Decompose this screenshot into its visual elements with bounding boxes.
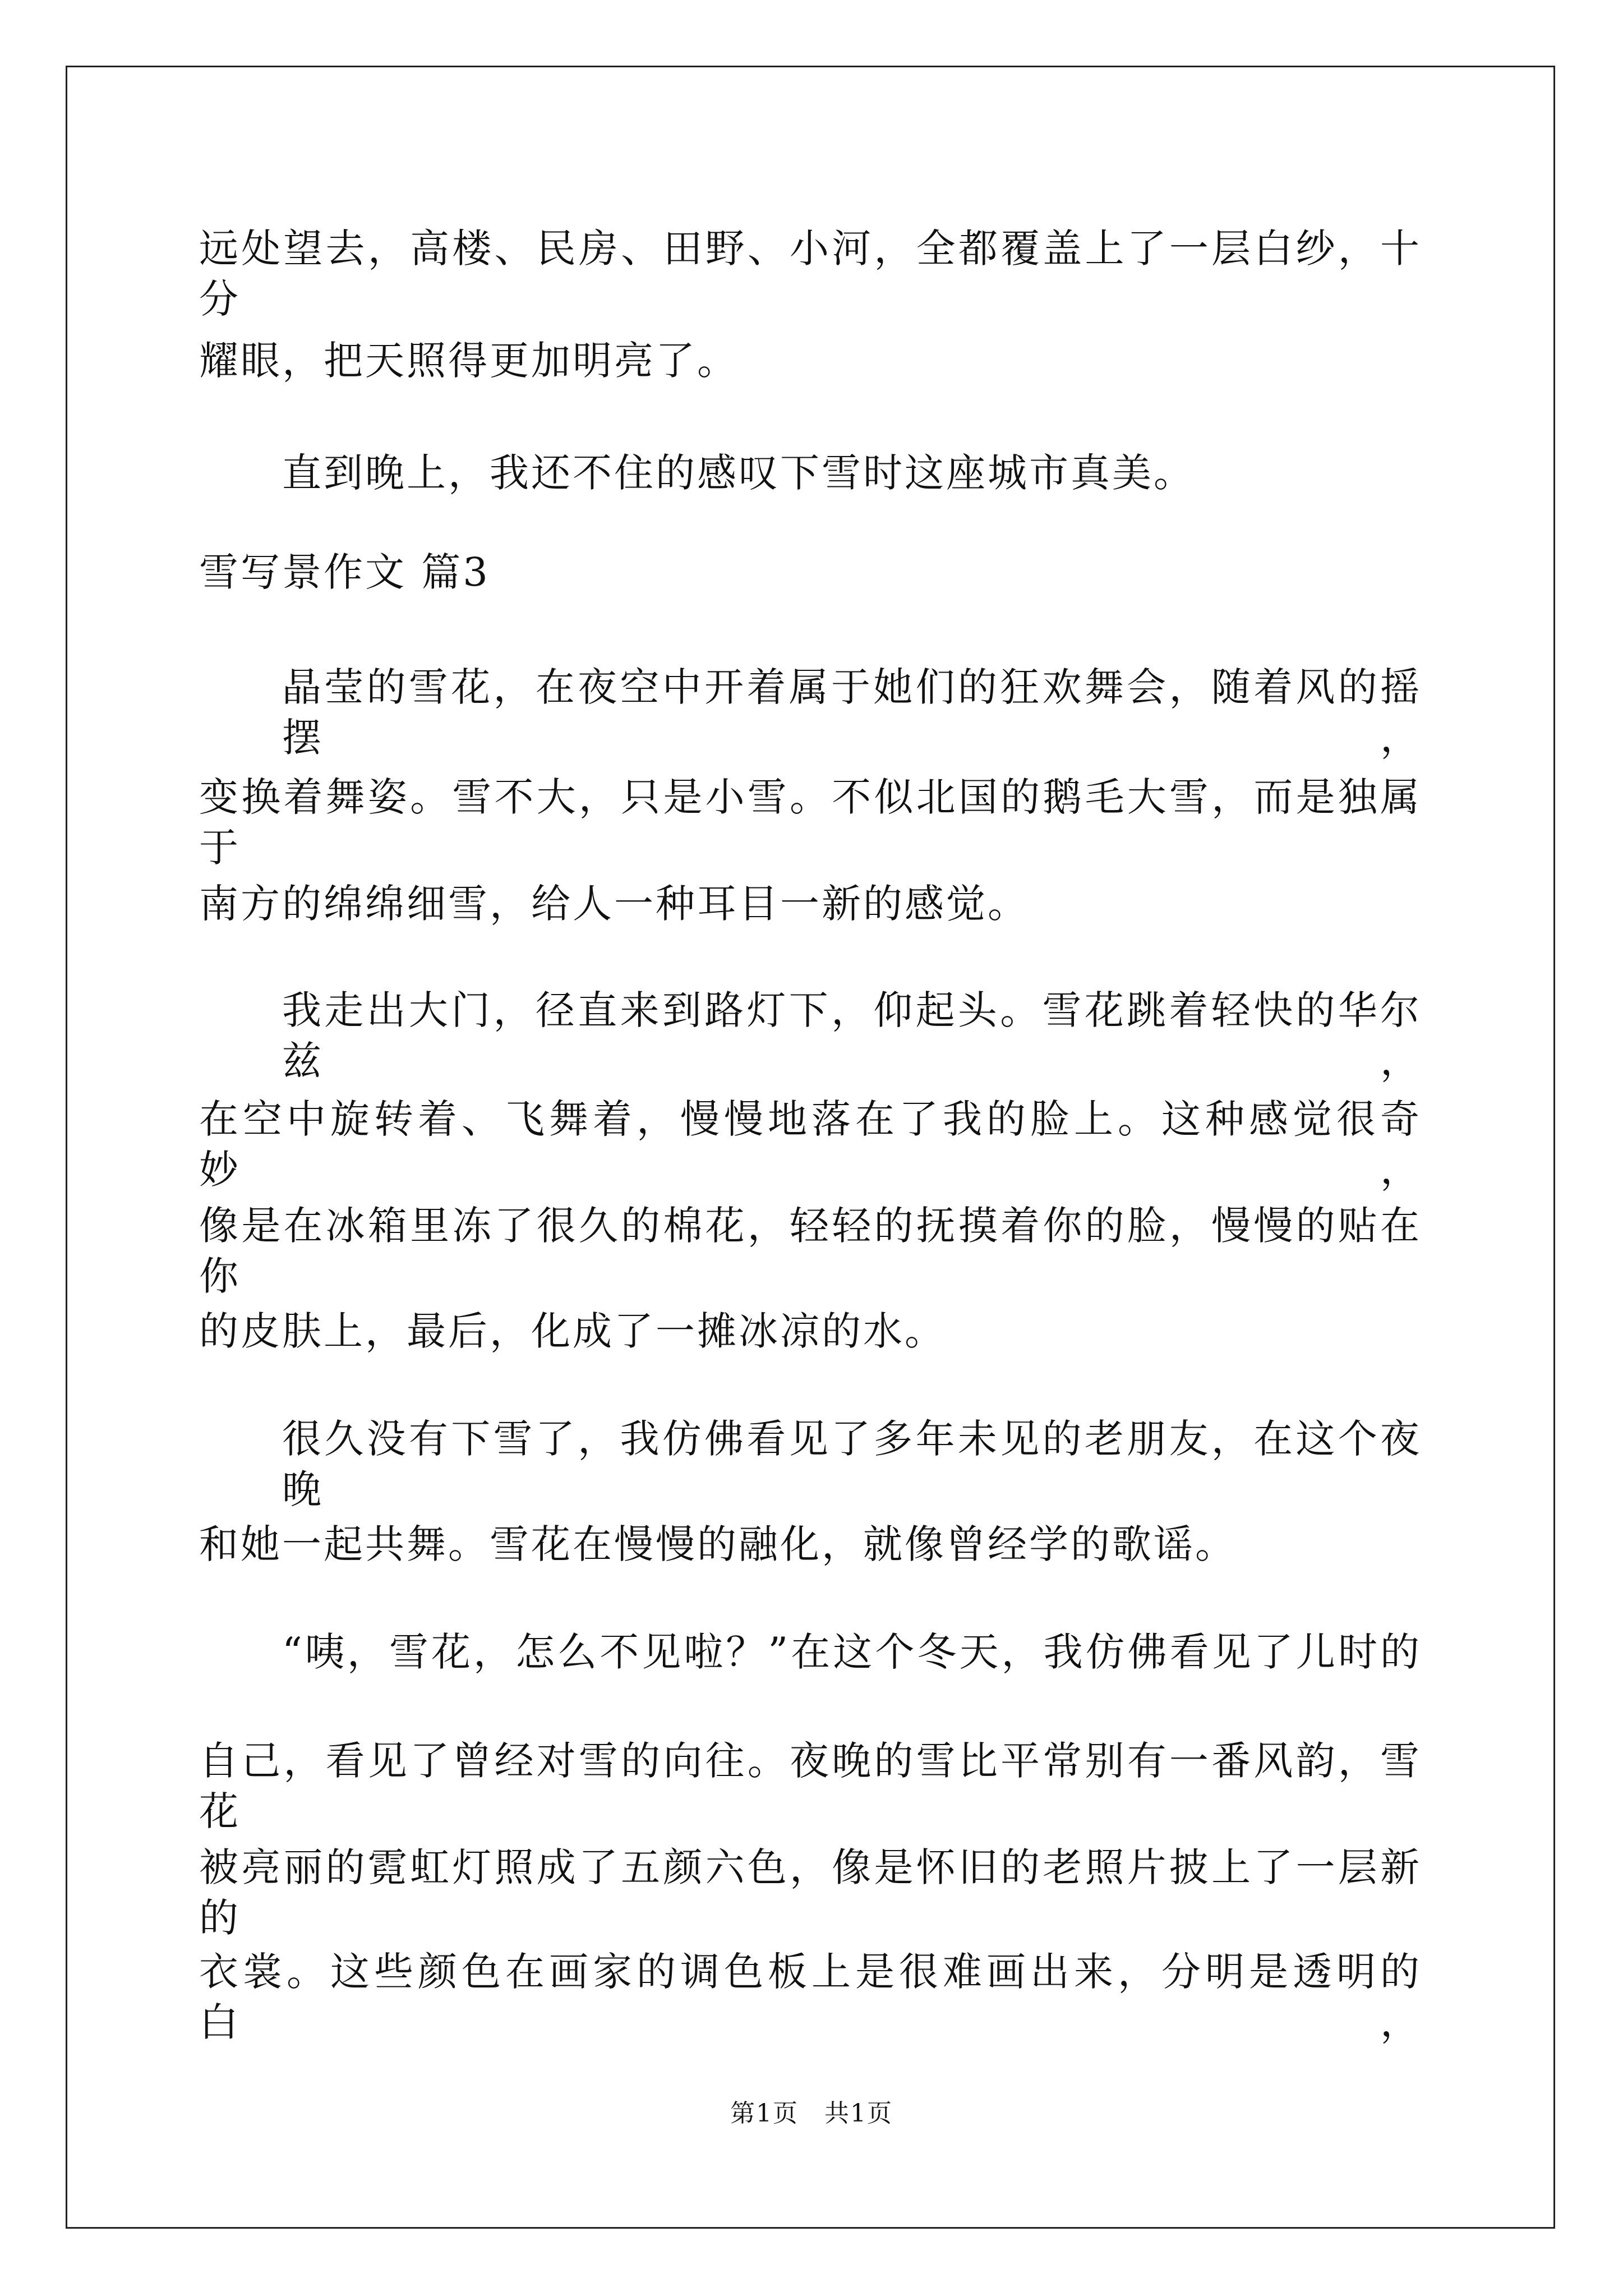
text-line-10: 像是在冰箱里冻了很久的棉花，轻轻的抚摸着你的脸，慢慢的贴在你 [199, 1203, 1422, 1299]
section-heading: 雪写景作文 篇3 [199, 549, 490, 595]
text-line-15: 自己，看见了曾经对雪的向往。夜晚的雪比平常别有一番风韵，雪花 [199, 1738, 1422, 1834]
text-line-1: 远处望去，高楼、民房、田野、小河，全都覆盖上了一层白纱，十分 [199, 226, 1422, 322]
text-line-3: 直到晚上，我还不住的感叹下雪时这座城市真美。 [282, 450, 1195, 496]
text-line-16: 被亮丽的霓虹灯照成了五颜六色，像是怀旧的老照片披上了一层新的 [199, 1844, 1422, 1941]
page-number-footer: 第1页 共1页 [730, 2099, 893, 2128]
text-line-7: 南方的绵绵细雪，给人一种耳目一新的感觉。 [199, 881, 1029, 927]
text-line-9: 在空中旋转着、飞舞着，慢慢地落在了我的脸上。这种感觉很奇妙， [199, 1096, 1422, 1193]
text-line-11: 的皮肤上，最后，化成了一摊冰凉的水。 [199, 1308, 946, 1354]
text-line-2: 耀眼，把天照得更加明亮了。 [199, 338, 739, 384]
text-line-17: 衣裳。这些颜色在画家的调色板上是很难画出来，分明是透明的白， [199, 1949, 1422, 2045]
text-line-13: 和她一起共舞。雪花在慢慢的融化，就像曾经学的歌谣。 [199, 1521, 1237, 1567]
text-line-14: “咦，雪花，怎么不见啦？”在这个冬天，我仿佛看见了儿时的 [282, 1629, 1422, 1675]
text-line-8: 我走出大门，径直来到路灯下，仰起头。雪花跳着轻快的华尔兹， [282, 987, 1422, 1084]
text-line-6: 变换着舞姿。雪不大，只是小雪。不似北国的鹅毛大雪，而是独属于 [199, 774, 1422, 871]
text-line-12: 很久没有下雪了，我仿佛看见了多年未见的老朋友，在这个夜晚 [282, 1416, 1422, 1512]
text-line-5: 晶莹的雪花，在夜空中开着属于她们的狂欢舞会，随着风的摇摆， [282, 664, 1422, 761]
